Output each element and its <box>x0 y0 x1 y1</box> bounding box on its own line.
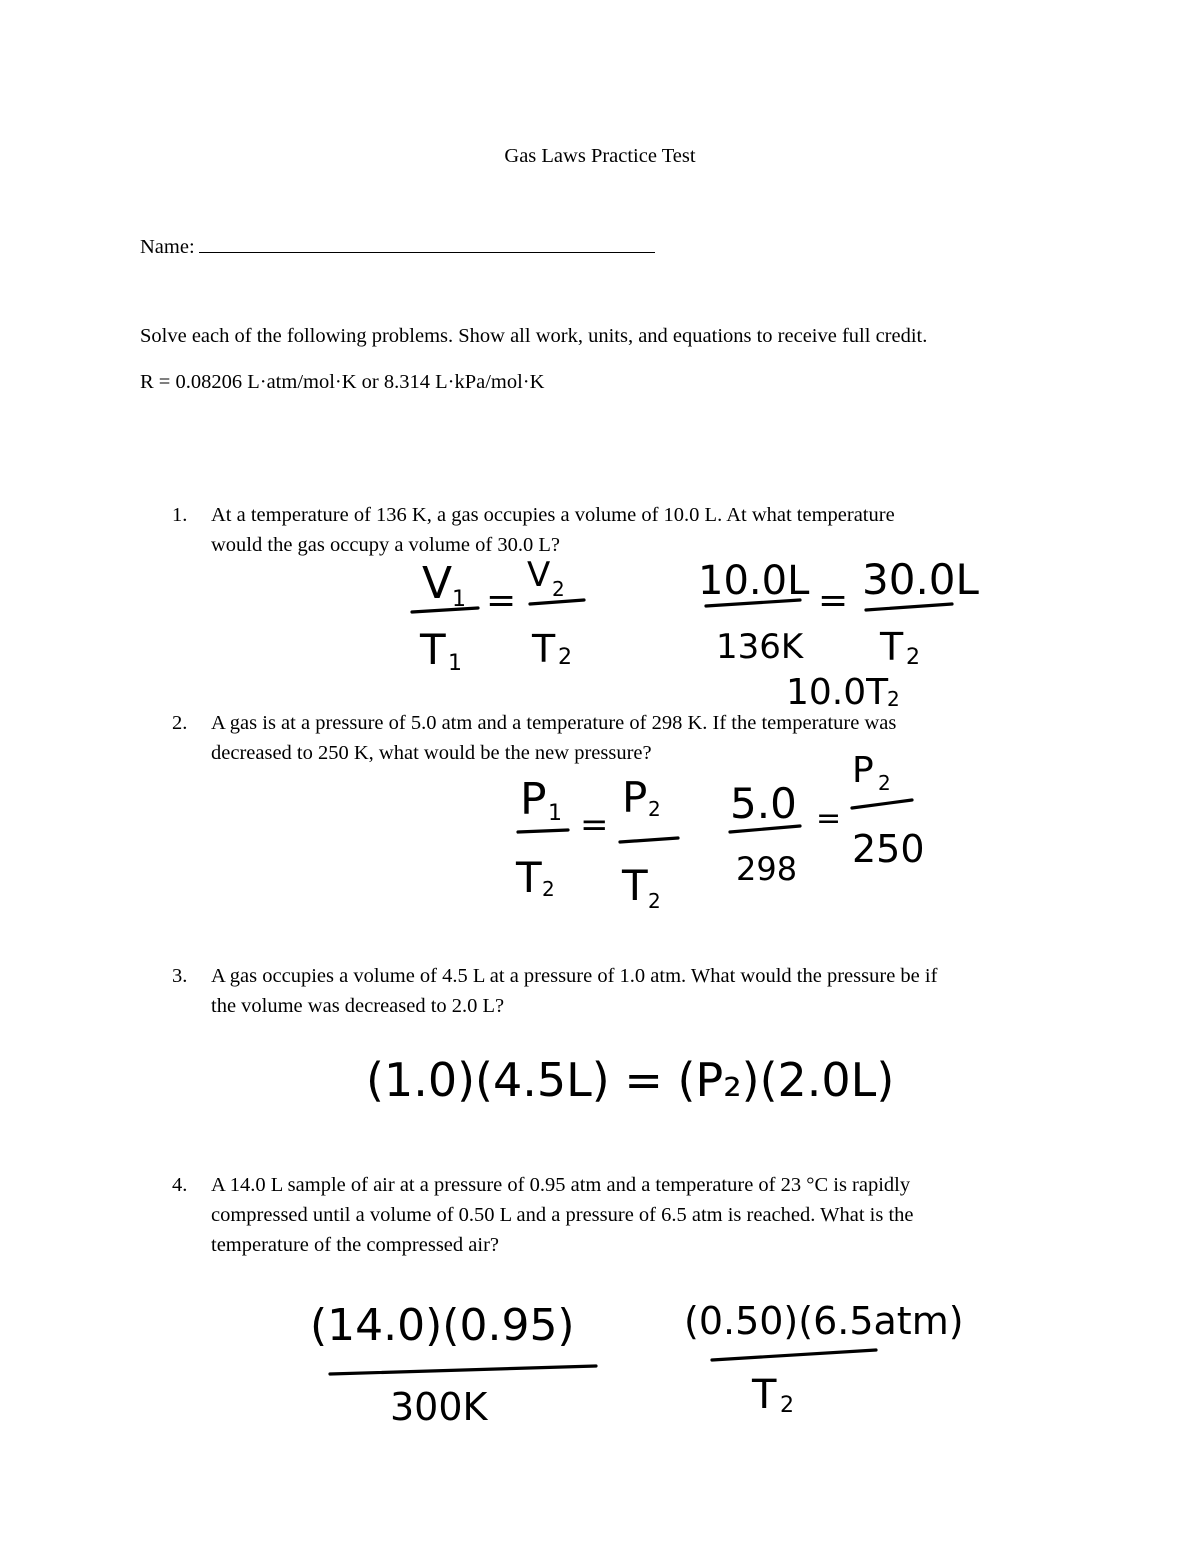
question-line: the volume was decreased to 2.0 L? <box>211 995 505 1017</box>
hw-t1: T <box>516 853 542 902</box>
hw-num-right-sub: 2 <box>878 771 891 795</box>
hw-fraction-bar <box>852 800 912 808</box>
hw-den-right: 250 <box>852 827 925 871</box>
hw-p1-sub: 1 <box>548 801 562 826</box>
hw-num-left: 5.0 <box>730 779 797 828</box>
q3-handwriting <box>366 1053 894 1107</box>
hw-p2: P <box>622 773 648 822</box>
hw-t1: T <box>420 625 446 674</box>
hw-equals: = <box>580 805 609 845</box>
hw-den-left: 136K <box>716 627 804 667</box>
hw-fraction-bar <box>530 600 584 604</box>
hw-equals: = <box>816 801 842 836</box>
hw-t2: T <box>532 627 556 671</box>
hw-cross-multiply: 10.0T <box>786 672 889 713</box>
hw-t1-sub: 2 <box>542 877 555 901</box>
hw-den-right: T <box>880 625 904 669</box>
name-label: Name: <box>140 236 195 258</box>
question-line: would the gas occupy a volume of 30.0 L? <box>211 534 560 556</box>
gas-constant: R = 0.08206 L·atm/mol·K or 8.314 L·kPa/mol·K <box>140 371 545 393</box>
hw-equals: = <box>486 580 517 621</box>
hw-fraction-bar <box>866 604 952 610</box>
hw-den-right-sub: 2 <box>906 645 920 670</box>
page-title: Gas Laws Practice Test <box>504 145 696 167</box>
q2-handwriting <box>515 750 925 913</box>
hw-fraction-bar <box>712 1350 876 1360</box>
hw-fraction-bar <box>518 830 568 832</box>
question-line: decreased to 250 K, what would be the new pressure? <box>211 742 652 764</box>
hw-v1-sub: 1 <box>452 587 466 612</box>
hw-boyle-equation: (1.0)(4.5L) = (P₂)(2.0L) <box>366 1053 895 1107</box>
hw-t1-sub: 1 <box>448 651 462 676</box>
hw-num-left: 10.0L <box>698 558 810 604</box>
hw-den-right-sub: 2 <box>780 1393 794 1418</box>
hw-t2-sub: 2 <box>558 645 572 670</box>
question-line: At a temperature of 136 K, a gas occupies a volume of 10.0 L. At what temperature <box>211 504 895 526</box>
question-number: 4. <box>172 1174 188 1196</box>
instructions: Solve each of the following problems. Show all work, units, and equations to receive full credit. <box>140 325 928 347</box>
hw-num-right: P <box>852 750 874 791</box>
q1-handwriting <box>412 555 980 713</box>
question-line: compressed until a volume of 0.50 L and a pressure of 6.5 atm is reached. What is the <box>211 1204 914 1226</box>
hw-num-right: 30.0L <box>862 555 979 604</box>
question-number: 3. <box>172 965 188 987</box>
q4-handwriting <box>310 1299 964 1429</box>
question-line: temperature of the compressed air? <box>211 1234 500 1256</box>
hw-p2-sub: 2 <box>648 797 661 821</box>
hw-num-right: (0.50)(6.5atm) <box>684 1299 964 1343</box>
hw-equals: = <box>818 580 849 621</box>
question-line: A 14.0 L sample of air at a pressure of 0.95 atm and a temperature of 23 °C is rapidly <box>211 1174 911 1196</box>
hw-t2: T <box>622 861 648 910</box>
question-line: A gas occupies a volume of 4.5 L at a pressure of 1.0 atm. What would the pressure be if <box>211 965 938 987</box>
hw-den-left: 300K <box>390 1385 488 1429</box>
hw-cross-multiply-sub: 2 <box>887 687 900 711</box>
hw-den-left: 298 <box>736 850 798 888</box>
hw-t2-sub: 2 <box>648 889 661 913</box>
hw-fraction-bar <box>620 838 678 842</box>
hw-den-right: T <box>752 1372 777 1418</box>
hw-v2-sub: 2 <box>552 577 565 601</box>
hw-v1: V <box>422 558 453 609</box>
question-number: 1. <box>172 504 188 526</box>
question-number: 2. <box>172 712 188 734</box>
hw-fraction-bar <box>330 1366 596 1374</box>
hw-v2: V <box>527 555 551 595</box>
hw-num-left: (14.0)(0.95) <box>310 1300 575 1351</box>
question-line: A gas is at a pressure of 5.0 atm and a temperature of 298 K. If the temperature was <box>211 712 897 734</box>
hw-p1: P <box>520 774 547 825</box>
